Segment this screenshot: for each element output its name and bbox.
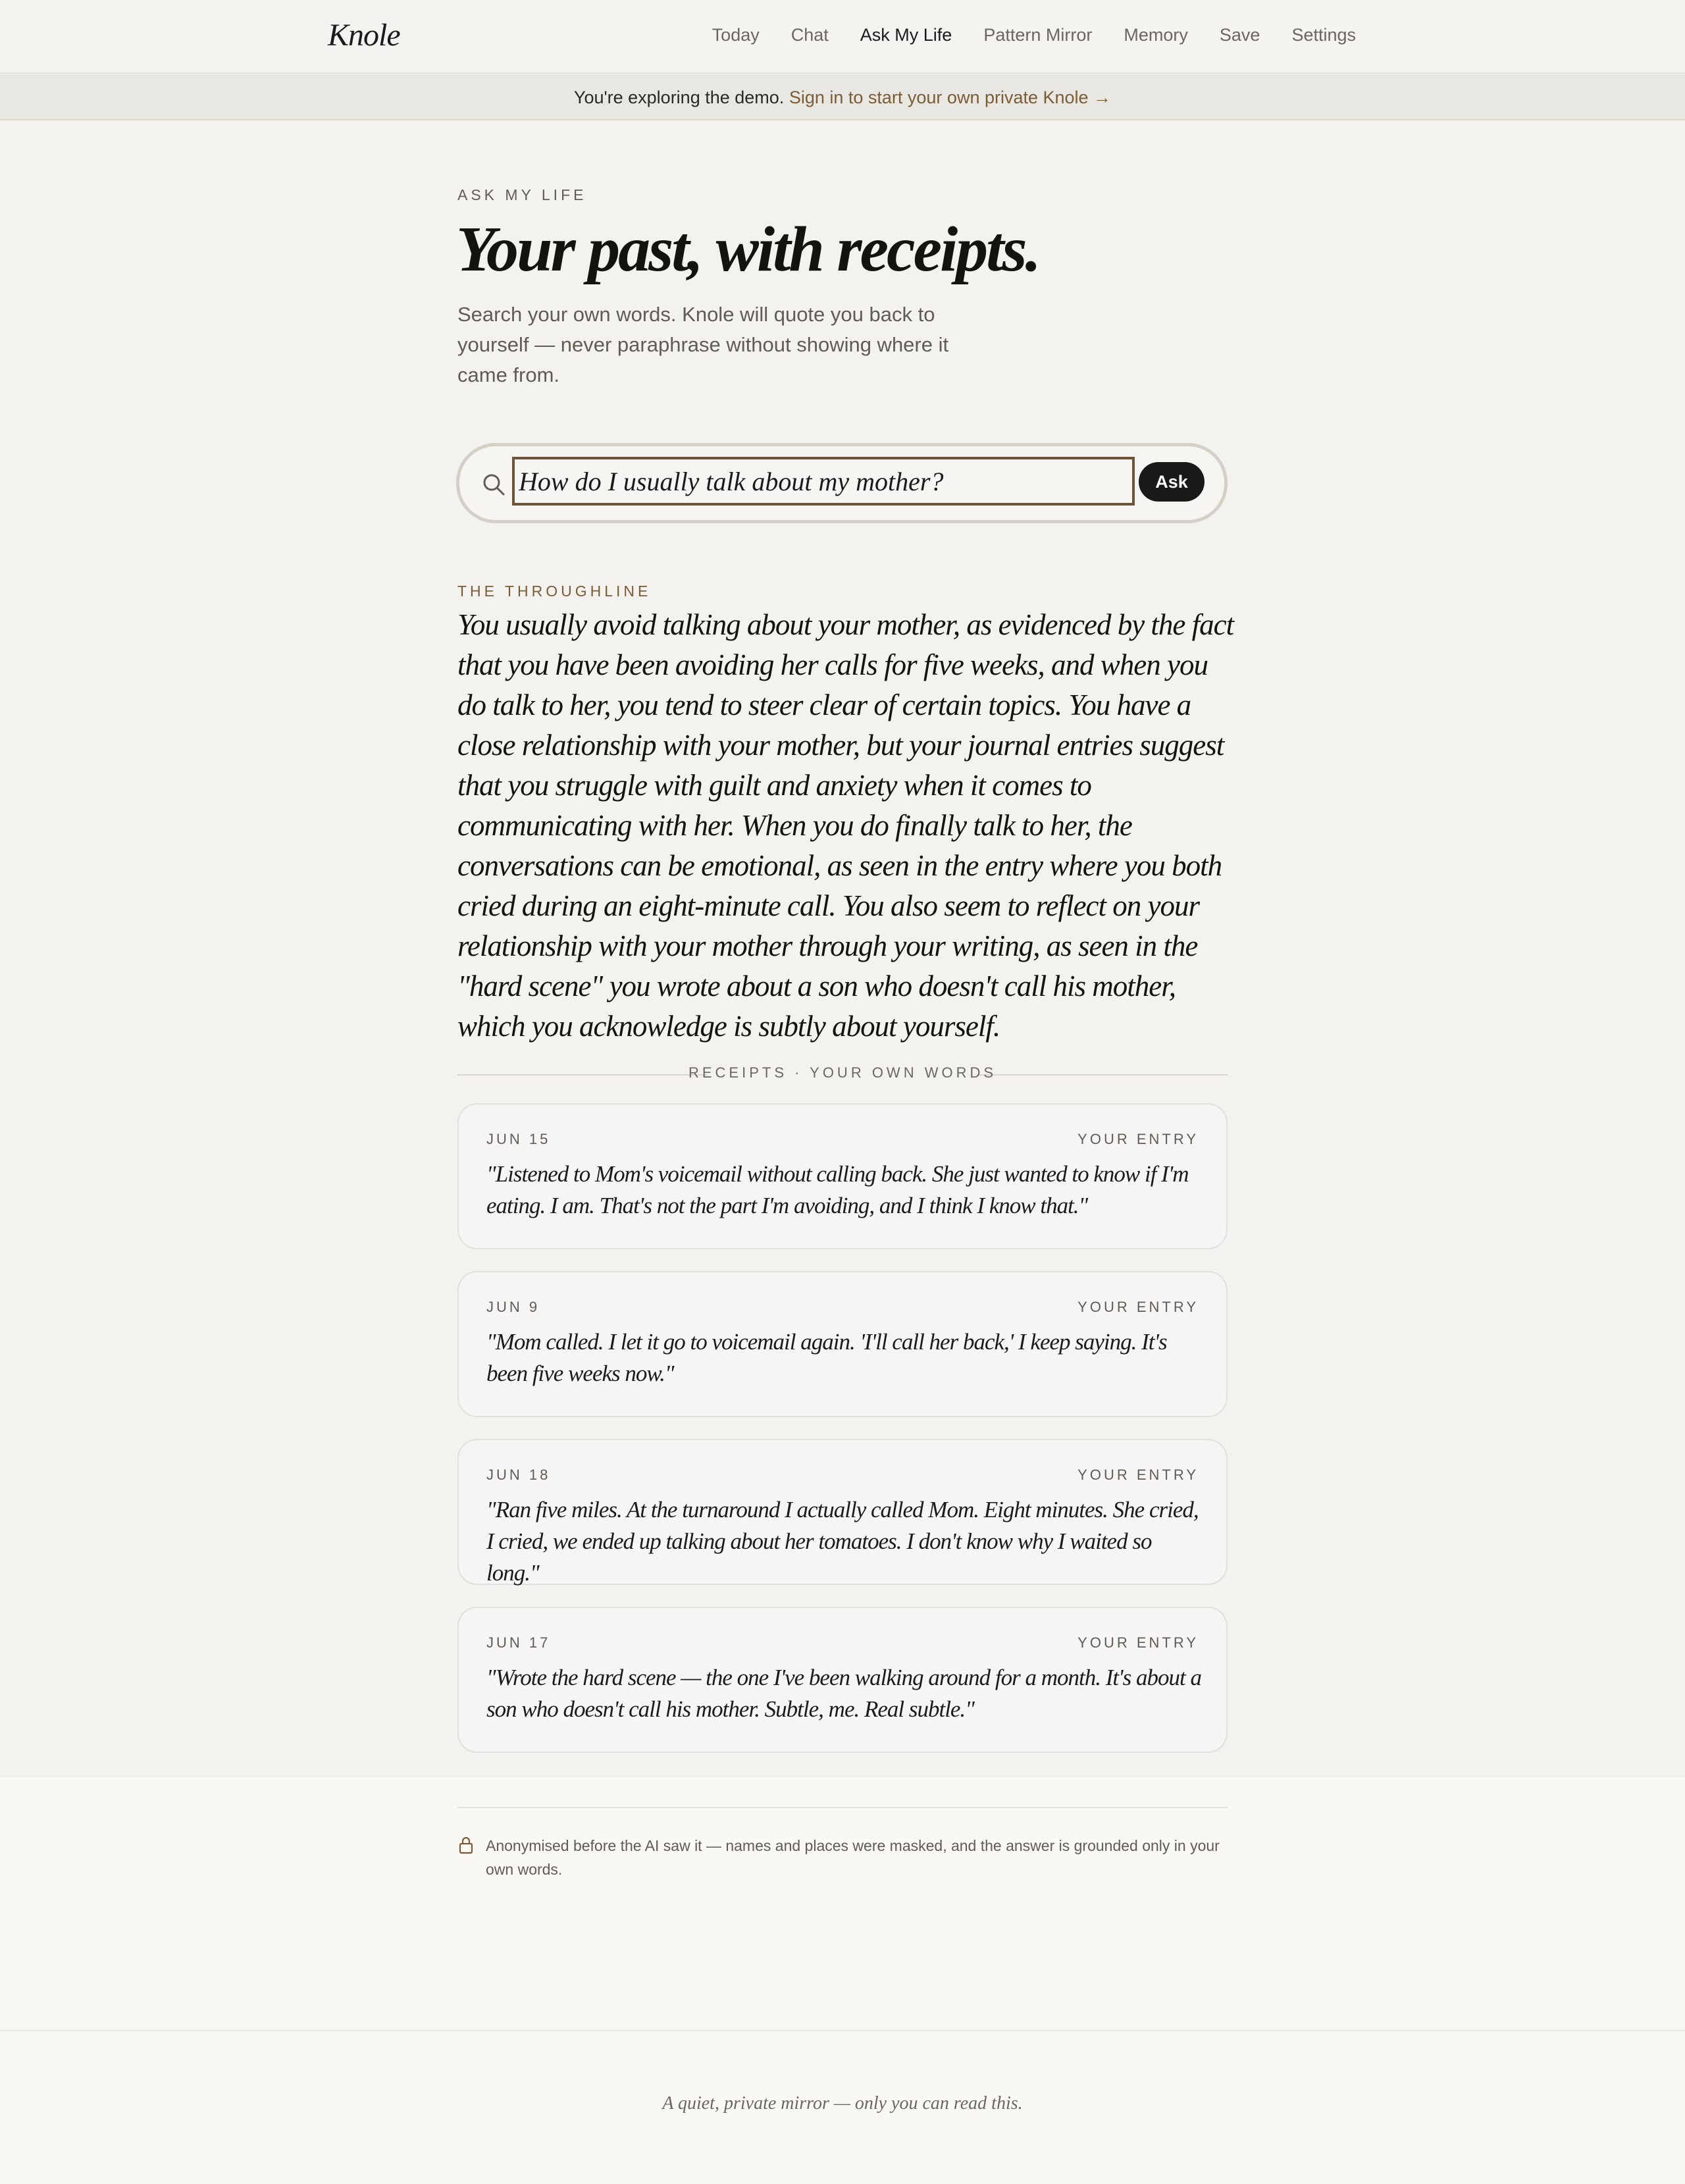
nav-item-chat[interactable]: Chat xyxy=(791,25,829,45)
receipt-card xyxy=(457,1607,1228,1753)
receipt-date: JUN 18 xyxy=(486,1467,551,1483)
lock-icon xyxy=(459,1836,473,1855)
receipt-date: JUN 17 xyxy=(486,1634,551,1651)
page-eyebrow: ASK MY LIFE xyxy=(457,186,587,203)
receipt-quote: "Wrote the hard scene — the one I've been walking around for a month. It's about a son who doesn't call his mother. Subtle, me. Real subtle." xyxy=(486,1665,1201,1722)
nav-item-memory[interactable]: Memory xyxy=(1124,25,1188,45)
demo-banner-text: You're exploring the demo. xyxy=(573,88,785,107)
privacy-note: Anonymised before the AI saw it — names and places were masked, and the answer is grounded only in your own words. xyxy=(486,1837,1220,1878)
receipts-divider xyxy=(457,1064,1228,1084)
receipt-card xyxy=(457,1103,1228,1249)
receipts-label: RECEIPTS · YOUR OWN WORDS xyxy=(688,1064,997,1081)
nav-item-pattern-mirror[interactable]: Pattern Mirror xyxy=(983,25,1093,45)
top-navigation xyxy=(0,0,1685,74)
search-icon xyxy=(480,471,507,498)
throughline-answer: You usually avoid talking about your mother, as evidenced by the fact that you have been avoiding her calls for five weeks, and when you do talk to her, you tend to steer clear of certain topics. You have a close relationship with your mother, but your journal entries suggest that you struggle with guilt and anxiety when it comes to communicating with her. When you do finally talk to her, the conversations can be emotional, as seen in the entry where you both cried during an eight-minute call. You also seem to reflect on your relationship with your mother through your writing, as seen in the "hard scene" you wrote about a son who doesn't call his mother, which you acknowledge is subtly about yourself. xyxy=(457,608,1234,1043)
nav-item-save[interactable]: Save xyxy=(1219,25,1260,45)
receipt-tag: YOUR ENTRY xyxy=(1077,1467,1199,1483)
receipt-tag: YOUR ENTRY xyxy=(1077,1131,1199,1147)
receipt-card xyxy=(457,1439,1228,1585)
receipt-card xyxy=(457,1271,1228,1417)
ask-button[interactable]: Ask xyxy=(1139,462,1205,502)
search-input[interactable] xyxy=(512,457,1135,506)
sign-in-link[interactable]: Sign in to start your own private Knole → xyxy=(789,88,1112,107)
footer-tagline: A quiet, private mirror — only you can read this. xyxy=(662,2093,1023,2114)
nav-item-settings[interactable]: Settings xyxy=(1291,25,1356,45)
throughline-label: THE THROUGHLINE xyxy=(457,583,652,600)
nav-item-ask-my-life[interactable]: Ask My Life xyxy=(860,25,952,45)
main-nav xyxy=(712,25,1356,45)
privacy-divider xyxy=(457,1807,1228,1808)
demo-banner xyxy=(0,74,1685,120)
receipt-quote: "Ran five miles. At the turnaround I actually called Mom. Eight minutes. She cried, I cried, we ended up talking about her tomatoes. I don't know why I waited so long." xyxy=(486,1497,1199,1586)
receipt-tag: YOUR ENTRY xyxy=(1077,1634,1199,1651)
logo[interactable]: Knole xyxy=(328,18,400,53)
page-footer-area xyxy=(0,1777,1685,2184)
receipt-tag: YOUR ENTRY xyxy=(1077,1299,1199,1315)
footer-divider xyxy=(0,2030,1685,2031)
receipt-date: JUN 15 xyxy=(486,1131,551,1147)
search-bar xyxy=(456,443,1228,523)
receipt-quote: "Mom called. I let it go to voicemail again. 'I'll call her back,' I keep saying. It's been five weeks now." xyxy=(486,1329,1167,1386)
nav-item-today[interactable]: Today xyxy=(712,25,760,45)
page-subtitle: Search your own words. Knole will quote you back to yourself — never paraphrase without showing where it came from. xyxy=(457,303,949,386)
page-title: Your past, with receipts. xyxy=(456,214,1040,285)
receipt-date: JUN 9 xyxy=(486,1299,540,1315)
receipt-quote: "Listened to Mom's voicemail without calling back. She just wanted to know if I'm eating. I am. That's not the part I'm avoiding, and I think I know that." xyxy=(486,1161,1189,1218)
